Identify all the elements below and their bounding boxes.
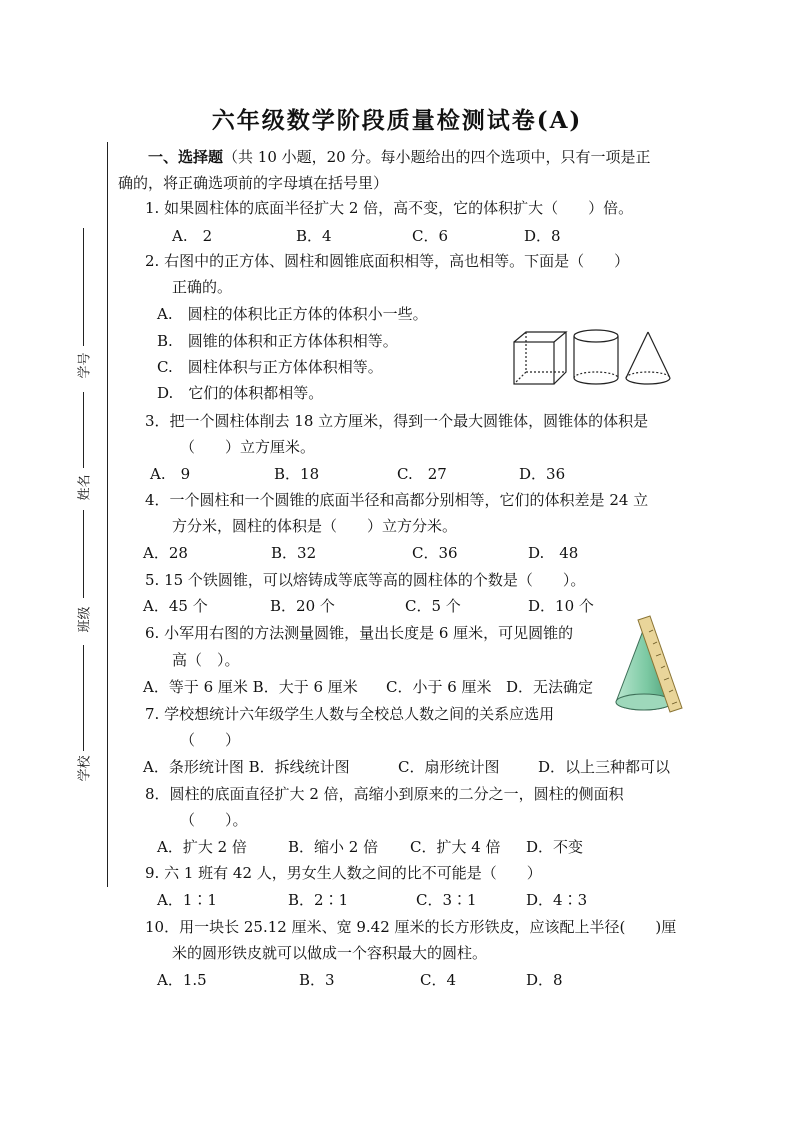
question-8-cont: （ ）。 — [180, 811, 248, 829]
solids-figure — [510, 326, 680, 390]
q8-option-d: D．不变 — [526, 838, 584, 856]
question-7: 7. 学校想统计六年级学生人数与全校总人数之间的关系应选用 — [145, 705, 555, 723]
q8-option-b: B．缩小 2 倍 — [288, 838, 379, 856]
q5-option-a: A．45 个 — [143, 597, 208, 615]
fill-line — [83, 510, 84, 598]
question-4: 4．一个圆柱和一个圆锥的底面半径和高都分别相等，它们的体积差是 24 立 — [145, 491, 649, 509]
q6-option-c: C．小于 6 厘米 — [386, 678, 492, 696]
q10-option-d: D．8 — [526, 971, 563, 989]
fill-line — [83, 228, 84, 346]
q7-option-c: C．扇形统计图 — [398, 758, 500, 776]
question-8: 8．圆柱的底面直径扩大 2 倍，高缩小到原来的二分之一，圆柱的侧面积 — [145, 785, 624, 803]
question-6-cont: 高（ ）。 — [172, 651, 240, 669]
q7-option-ab: A．条形统计图 B．拆线统计图 — [143, 758, 350, 776]
cylinder-shape — [574, 330, 618, 384]
q1-option-b: B．4 — [296, 227, 332, 245]
q5-option-d: D．10 个 — [528, 597, 594, 615]
q9-option-d: D．4∶3 — [526, 891, 588, 909]
q8-option-c: C．扩大 4 倍 — [410, 838, 501, 856]
side-label-student-id: 学号 — [77, 352, 93, 379]
cone-ruler-figure — [606, 614, 686, 718]
question-3: 3．把一个圆柱体削去 18 立方厘米，得到一个最大圆锥体，圆锥体的体积是 — [145, 412, 649, 430]
fill-line — [83, 645, 84, 751]
q1-option-a: A. 2 — [172, 227, 213, 245]
side-field-class — [70, 510, 96, 640]
page-title: 六年级数学阶段质量检测试卷(A) — [211, 107, 583, 134]
binding-line — [107, 142, 108, 887]
question-10-cont: 米的圆形铁皮就可以做成一个容积最大的圆柱。 — [172, 944, 488, 962]
section-intro — [148, 147, 651, 167]
section-heading: 一、选择题 — [148, 148, 224, 166]
question-6: 6. 小军用右图的方法测量圆锥，量出长度是 6 厘米，可见圆锥的 — [145, 624, 574, 642]
section-intro-text: （共 10 小题，20 分。每小题给出的四个选项中，只有一项是正 — [223, 148, 651, 166]
q6-option-d: D．无法确定 — [506, 678, 594, 696]
fill-line — [83, 392, 84, 468]
q2-option-b: B. 圆锥的体积和正方体体积相等。 — [157, 332, 398, 350]
cone-shape — [626, 332, 670, 384]
q3-option-c: C. 27 — [397, 465, 447, 483]
side-field-student-id — [70, 228, 96, 388]
question-2-cont: 正确的。 — [172, 278, 233, 296]
cube-shape — [514, 332, 566, 384]
question-7-cont: （ ） — [180, 731, 241, 749]
q10-option-b: B．3 — [299, 971, 335, 989]
q4-option-b: B．32 — [271, 544, 317, 562]
q3-option-a: A. 9 — [150, 465, 191, 483]
q3-option-d: D．36 — [519, 465, 566, 483]
q9-option-a: A．1∶1 — [157, 891, 217, 909]
q6-option-ab: A．等于 6 厘米 B．大于 6 厘米 — [143, 678, 358, 696]
q9-option-c: C．3∶1 — [416, 891, 477, 909]
side-label-name: 姓名 — [77, 474, 93, 501]
question-9: 9. 六 1 班有 42 人，男女生人数之间的比不可能是（ ） — [145, 864, 542, 882]
q8-option-a: A．扩大 2 倍 — [157, 838, 247, 856]
question-3-cont: （ ）立方厘米。 — [180, 438, 316, 456]
question-5: 5. 15 个铁圆锥，可以熔铸成等底等高的圆柱体的个数是（ ）。 — [145, 571, 586, 589]
q4-option-d: D. 48 — [528, 544, 579, 562]
side-label-class: 班级 — [77, 606, 93, 633]
q10-option-c: C．4 — [420, 971, 457, 989]
q1-option-d: D．8 — [524, 227, 561, 245]
q9-option-b: B．2∶1 — [288, 891, 349, 909]
side-field-school — [70, 645, 96, 785]
q5-option-b: B．20 个 — [270, 597, 335, 615]
q5-option-c: C．5 个 — [405, 597, 461, 615]
side-label-school: 学校 — [77, 755, 93, 782]
q2-option-a: A. 圆柱的体积比正方体的体积小一些。 — [157, 305, 428, 323]
question-10: 10．用一块长 25.12 厘米、宽 9.42 厘米的长方形铁皮，应该配上半径( )厘 — [145, 918, 677, 936]
q4-option-c: C．36 — [412, 544, 458, 562]
section-intro-line2: 确的，将正确选项前的字母填在括号里） — [118, 174, 389, 192]
question-4-cont: 方分米，圆柱的体积是（ ）立方分米。 — [172, 517, 458, 535]
q3-option-b: B．18 — [274, 465, 320, 483]
question-2: 2. 右图中的正方体、圆柱和圆锥底面积相等，高也相等。下面是（ ） — [145, 252, 630, 270]
q2-option-d: D. 它们的体积都相等。 — [157, 384, 324, 402]
side-field-name — [70, 392, 96, 507]
q1-option-c: C．6 — [412, 227, 449, 245]
q2-option-c: C. 圆柱体积与正方体体积相等。 — [157, 358, 383, 376]
q4-option-a: A．28 — [143, 544, 188, 562]
q7-option-d: D．以上三种都可以 — [538, 758, 671, 776]
question-1: 1. 如果圆柱体的底面半径扩大 2 倍，高不变，它的体积扩大（ ）倍。 — [145, 199, 634, 217]
q10-option-a: A．1.5 — [157, 971, 207, 989]
